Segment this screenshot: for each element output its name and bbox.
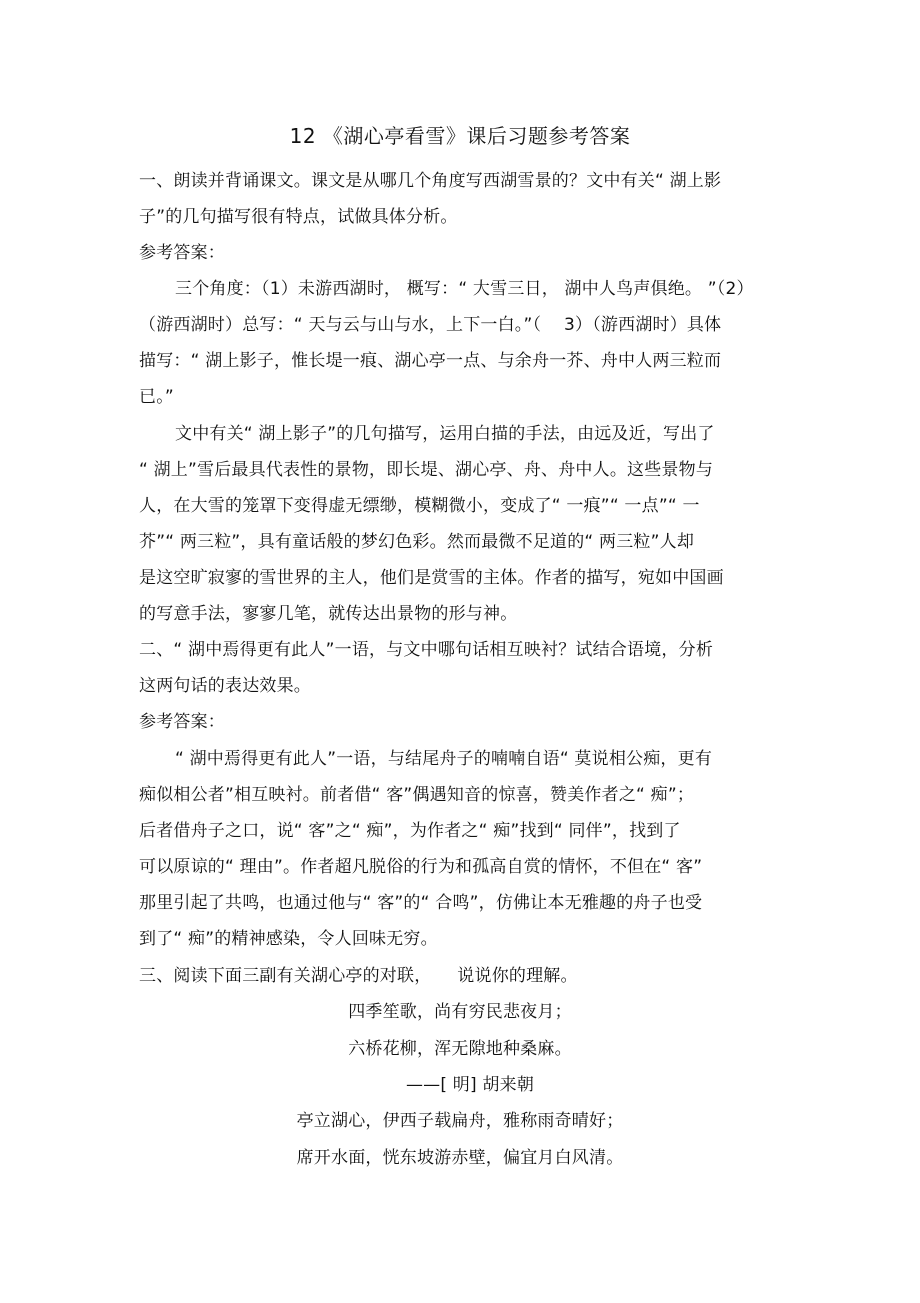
answer-1-paragraph-2-line: 人，在大雪的笼罩下变得虚无缥缈，模糊微小，变成了“ 一痕”“ 一点”“ 一 <box>139 496 700 516</box>
answer-1-paragraph-1-line: 描写：“ 湖上影子，惟长堤一痕、湖心亭一点、与余舟一芥、舟中人两三粒而 <box>139 351 722 371</box>
answer-2-line: 那里引起了共鸣，也通过他与“ 客”的“ 合鸣”，仿佛让本无雅趣的舟子也受 <box>139 893 703 913</box>
answer-1-paragraph-2-line: 文中有关“ 湖上影子”的几句描写，运用白描的手法，由远及近，写出了 <box>175 424 715 444</box>
answer-label-2: 参考答案： <box>139 712 225 732</box>
question-1-line-1: 一、朗读并背诵课文。课文是从哪几个角度写西湖雪景的？文中有关“ 湖上影 <box>139 171 722 191</box>
answer-1-paragraph-1-line: （游西湖时）总写：“ 天与云与山与水，上下一白。”（ 3）（游西湖时）具体 <box>139 315 722 335</box>
answer-1-paragraph-2-line: 的写意手法，寥寥几笔，就传达出景物的形与神。 <box>139 604 518 624</box>
question-1-line-2: 子”的几句描写很有特点，试做具体分析。 <box>139 207 458 227</box>
couplet-2-line: 亭立湖心，伊西子载扁舟，雅称雨奇晴好； <box>296 1111 624 1131</box>
question-2-line-2: 这两句话的表达效果。 <box>139 676 311 696</box>
answer-label-1: 参考答案： <box>139 243 225 263</box>
answer-1-paragraph-1-line: 三个角度：（1）未游西湖时， 概写：“ 大雪三日， 湖中人鸟声俱绝。 ”（2） <box>175 279 754 299</box>
couplet-1-line: 六桥花柳，浑无隙地种桑麻。 <box>348 1039 572 1059</box>
couplet-1-author: ——[ 明] 胡来朝 <box>405 1075 535 1095</box>
question-2-line-1: 二、“ 湖中焉得更有此人”一语，与文中哪句话相互映衬？试结合语境，分析 <box>139 640 714 660</box>
answer-1-paragraph-2-line: 是这空旷寂寥的雪世界的主人，他们是赏雪的主体。作者的描写，宛如中国画 <box>139 568 724 588</box>
couplet-1-line: 四季笙歌，尚有穷民悲夜月； <box>348 1002 572 1022</box>
answer-1-paragraph-2-line: “ 湖上”雪后最具代表性的景物，即长堤、湖心亭、舟、舟中人。这些景物与 <box>139 460 714 480</box>
couplet-2-line: 席开水面，恍东坡游赤壁，偏宜月白风清。 <box>296 1148 624 1168</box>
answer-2-line: “ 湖中焉得更有此人”一语，与结尾舟子的喃喃自语“ 莫说相公痴，更有 <box>175 749 713 769</box>
answer-2-line: 可以原谅的“ 理由”。作者超凡脱俗的行为和孤高自赏的情怀，不但在“ 客” <box>139 857 703 877</box>
answer-2-line: 痴似相公者”相互映衬。前者借“ 客”偶遇知音的惊喜，赞美作者之“ 痴”； <box>139 785 695 805</box>
answer-1-paragraph-2-line: 芥”“ 两三粒”，具有童话般的梦幻色彩。然而最微不足道的“ 两三粒”人却 <box>139 532 695 552</box>
answer-1-paragraph-1-line: 已。” <box>139 387 174 407</box>
answer-2-line: 到了“ 痴”的精神感染，令人回味无穷。 <box>139 929 438 949</box>
question-3-line-1: 三、阅读下面三副有关湖心亭的对联， 说说你的理解。 <box>139 966 578 986</box>
page-title: 12 《湖心亭看雪》课后习题参考答案 <box>289 124 631 148</box>
answer-2-line: 后者借舟子之口，说“ 客”之“ 痴”，为作者之“ 痴”找到“ 同伴”，找到了 <box>139 821 681 841</box>
